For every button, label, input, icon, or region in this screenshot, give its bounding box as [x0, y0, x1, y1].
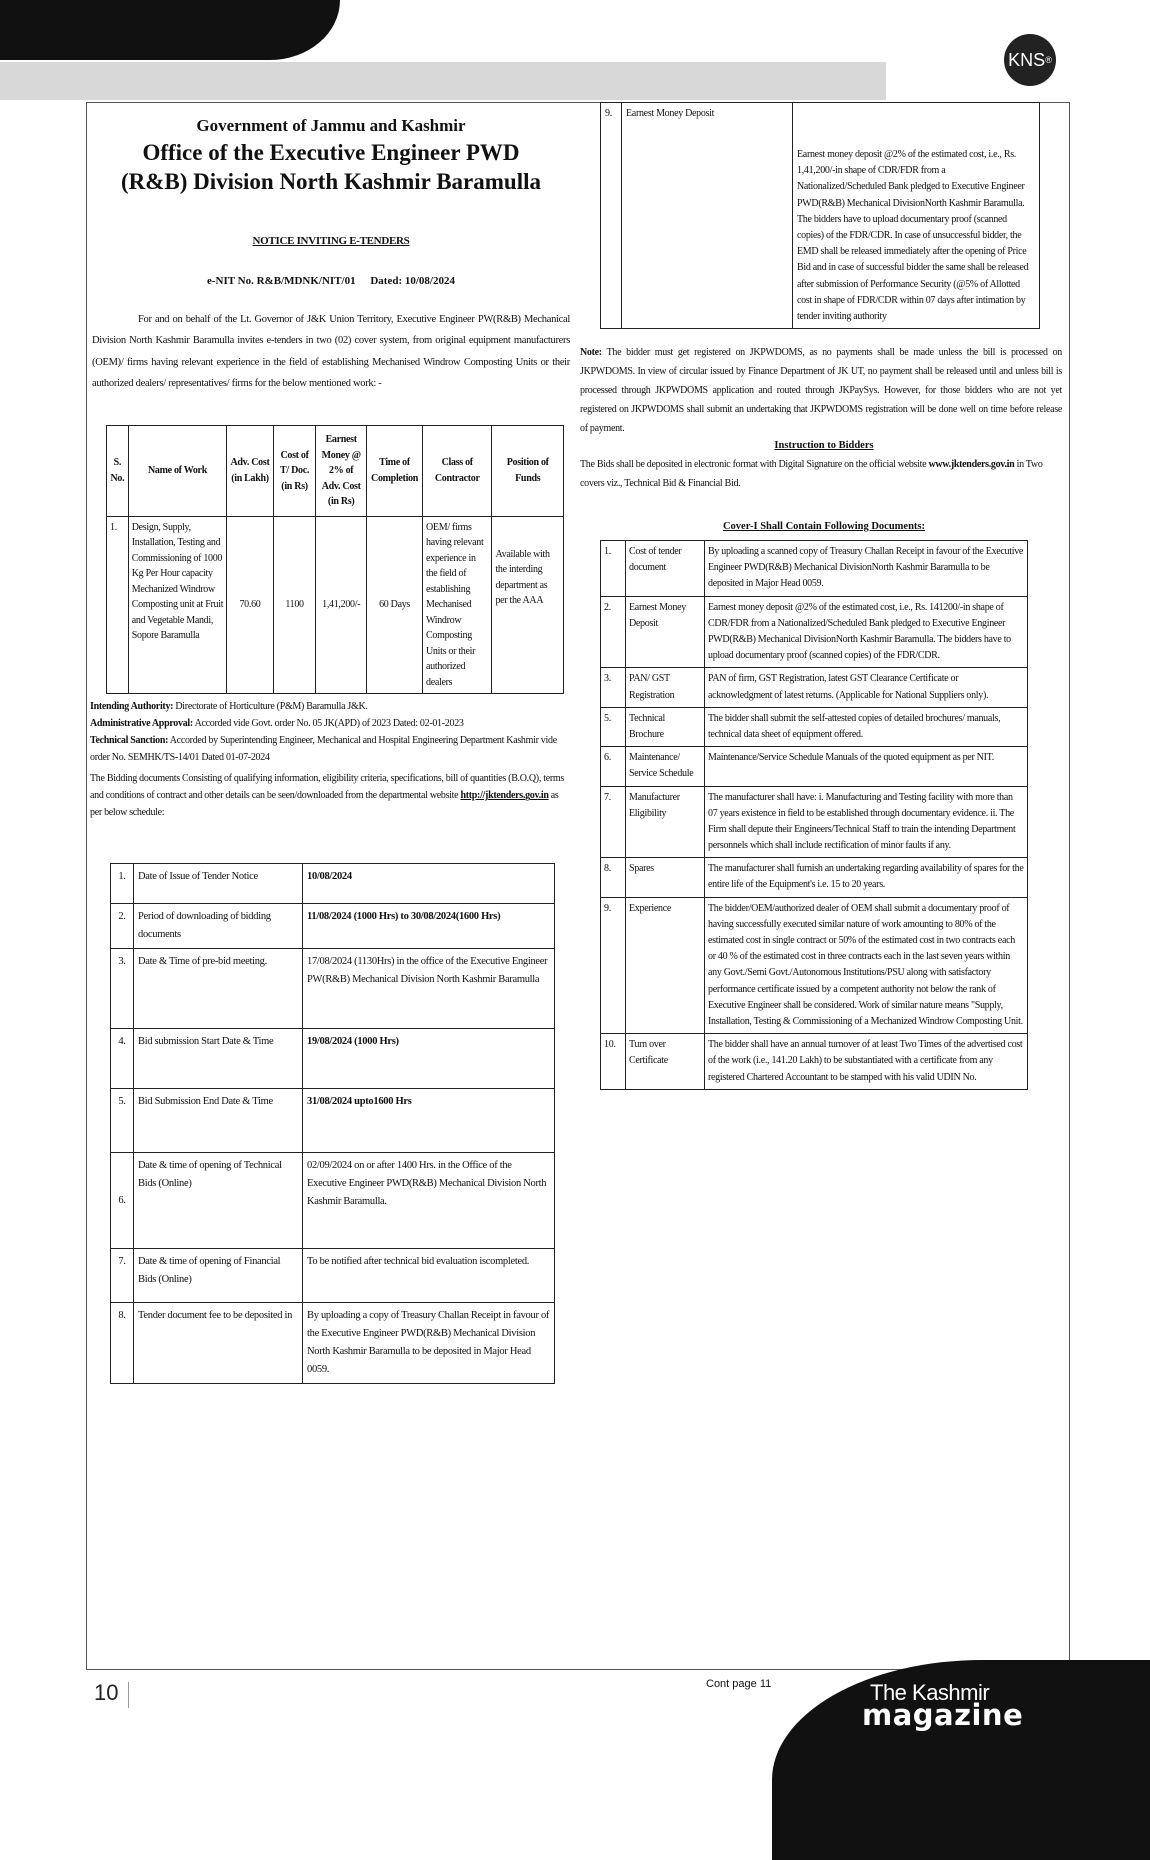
administrative-approval: Administrative Approval: Accorded vide Govt. order No. 05 JK(APD) of 2023 Dated: 02-01-2023	[90, 718, 464, 730]
office-heading	[86, 138, 576, 197]
table-row	[107, 516, 564, 694]
table-row: 7. Manufacturer Eligibility The manufacturer shall have: i. Manufacturing and Testing facility with more than 07 years existence in field to be established through documentary evidence. ii. The Firm shall depute their Engineers/Technical Staff to train the intending Department personnels which shall include rectification of minor faults if any.	[601, 786, 1028, 858]
cell-cost-of-doc: 1100	[273, 516, 315, 694]
header-sno: S. No.	[107, 425, 129, 516]
intro-paragraph: For and on behalf of the Lt. Governor of J&K Union Territory, Executive Engineer PW(R&B) Mechanical Division North Kashmir Baramulla invites e-tenders in two (02) cover system, from original equipment manufacturers (OEM)/ firms having relevant experience in the field of establishing Mechanised Windrow Composting Units or their authorized dealers/ representatives/ firms for the below mentioned work: -	[92, 313, 570, 390]
table-row: 7. Date & time of opening of Financial Bids (Online) To be notified after technical bid evaluation iscompleted.	[111, 1249, 555, 1303]
cell-name-of-work: Design, Supply, Installation, Testing and Commissioning of 1000 Kg Per Hour capacity Mechanized Windrow Composting unit at Fruit and Vegetable Mandi, Sopore Baramulla	[128, 516, 226, 694]
work-table	[106, 425, 564, 695]
work-table-header	[107, 425, 564, 516]
instruction-title: Instruction to Bidders	[774, 440, 874, 452]
table-row: 5. Technical Brochure The bidder shall submit the self-attested copies of detailed brochures/ manuals, technical data sheet of equipment offered.	[601, 707, 1028, 746]
kns-logo-badge: KNS ®	[1004, 34, 1056, 86]
table-row: 2. Period of downloading of bidding documents 11/08/2024 (1000 Hrs) to 30/08/2024(1600 Hrs)	[111, 904, 555, 949]
cell-position-of-funds: Available with the interding department as per the AAA	[492, 516, 564, 694]
page-number-divider	[128, 1682, 129, 1708]
office-line-2: (R&B) Division North Kashmir Baramulla	[121, 169, 541, 195]
page-number: 10	[94, 1680, 119, 1705]
table-row: 9. Experience The bidder/OEM/authorized dealer of OEM shall submit a documentary proof of having successfully executed similar nature of work amounting to 80% of the estimated cost in single contract or 50% of the estimated cost in two contracts each or 40 % of the estimated cost in three contracts each in the last seven years within any Govt./Semi Govt./Autonomous Institutions/PSU along with satisfactory performance certificate issued by a competent authority not below the rank of Executive Engineer shall be considered. Work of similar nature means "Supply, Installation, Testing & Commissioning of a Mechanized Windrow Composting Unit.	[601, 897, 1028, 1034]
header-earnest-money: Earnest Money @ 2% of Adv. Cost (in Rs)	[316, 425, 367, 516]
note-paragraph: Note: The bidder must get registered on JKPWDOMS, as no payments shall be made unless the bill is processed on JKPWDOMS. In view of circular issued by Finance Department of JK UT, no payment shall be released until and unless bill is processed through JKPWDOMS application and routed through JKPaySys. However, for those bidders who are not yet registered on JKPWDOMS shall submit an undertaking that JKPWDOMS registration will be done well on time before release of payment.	[580, 347, 1062, 435]
cell-adv-cost: 70.60	[227, 516, 274, 694]
instruction-text: The Bids shall be deposited in electronic format with Digital Signature on the official website www.jktenders.gov.in in Two covers viz., Technical Bid & Financial Bid.	[580, 459, 1043, 490]
left-column	[86, 102, 576, 1384]
header-position-of-funds: Position of Funds	[492, 425, 564, 516]
cell-sno: 1.	[107, 516, 129, 694]
enit-number: e-NIT No. R&B/MDNK/NIT/01	[207, 274, 356, 287]
emd-number: 9.	[601, 103, 622, 329]
table-row: 2. Earnest Money Deposit Earnest money deposit @2% of the estimated cost, i.e., Rs. 141200/-in shape of CDR/FDR from a Nationalized/Scheduled Bank pledged to Executive Engineer PWD(R&B) Mechanical DivisionNorth Kashmir Baramulla. The bidders have to upload documentary proof (scanned copies) of the FDR/CDR.	[601, 596, 1028, 668]
bidding-documents: The Bidding documents Consisting of qualifying information, eligibility criteria, specifications, bill of quantities (B.O.Q), terms and conditions of contract and other details can be seen/downloaded from the departmental website http://jktenders.gov.in as per below schedule:	[90, 773, 564, 819]
intending-authority: Intending Authority: Directorate of Horticulture (P&M) Baramulla J&K.	[90, 701, 368, 713]
jktenders-link[interactable]: http://jktenders.gov.in	[460, 790, 549, 802]
table-row: 5. Bid Submission End Date & Time 31/08/2024 upto1600 Hrs	[111, 1089, 555, 1153]
cell-time-of-completion: 60 Days	[367, 516, 423, 694]
magazine-logo-line1: The Kashmir	[870, 1680, 990, 1705]
right-column	[580, 102, 1068, 1090]
table-row: 3. PAN/ GST Registration PAN of firm, GST Registration, latest GST Clearance Certificate or acknowledgment of latest returns. (Applicable for National Suppliers only).	[601, 668, 1028, 707]
office-line-1: Office of the Executive Engineer PWD	[142, 140, 520, 165]
cover-title: Cover-I Shall Contain Following Documents:	[722, 521, 926, 533]
table-row: 8. Spares The manufacturer shall furnish an undertaking regarding availability of spares for the entire life of the Equipment's i.e. 15 to 20 years.	[601, 858, 1028, 897]
header-class-of-contractor: Class of Contractor	[423, 425, 492, 516]
table-row: 1. Date of Issue of Tender Notice 10/08/2024	[111, 864, 555, 904]
emd-value: Earnest money deposit @2% of the estimated cost, i.e., Rs. 1,41,200/-in shape of CDR/FDR from a Nationalized/Scheduled Bank pledged to Executive Engineer PWD(R&B) Mechanical DivisionNorth Kashmir Baramulla. The bidders have to upload documentary proof (scanned copies) of the FDR/CDR. In case of unsuccessful bidder, the EMD shall be released immediately after the opening of Price Bid and in case of successful bidder the same shall be released after submission of Performance Security (@5% of Allotted cost in shape of FDR/CDR within 07 days after intimation by tender inviting authority	[793, 103, 1040, 329]
jktenders-site[interactable]: www.jktenders.gov.in	[928, 459, 1015, 471]
enit-date: Dated: 10/08/2024	[370, 274, 455, 287]
table-row: 10. Turn over Certificate The bidder shall have an annual turnover of at least Two Times of the advertised cost of the work (i.e., 141.20 Lakh) to be substantiated with a certificate from any registered Chartered Accountant to be stamped with his valid UDIN No.	[601, 1034, 1028, 1090]
table-row: 6. Maintenance/ Service Schedule Maintenance/Service Schedule Manuals of the quoted equipment as per NIT.	[601, 747, 1028, 786]
table-row: 1. Cost of tender document By uploading a scanned copy of Treasury Challan Receipt in favour of the Executive Engineer PWD(R&B) Mechanical DivisionNorth Kashmir Baramulla to be deposited in Major Head 0059.	[601, 541, 1028, 597]
header-adv-cost: Adv. Cost (in Lakh)	[227, 425, 274, 516]
emd-item: Earnest Money Deposit	[622, 103, 793, 329]
header-cost-of-doc: Cost of T/ Doc. (in Rs)	[273, 425, 315, 516]
cell-earnest-money: 1,41,200/-	[316, 516, 367, 694]
notice-title: NOTICE INVITING E-TENDERS	[252, 234, 410, 247]
table-row: 3. Date & Time of pre-bid meeting. 17/08/2024 (1130Hrs) in the office of the Executive Engineer PW(R&B) Mechanical Division North Kashmir Baramulla	[111, 949, 555, 1029]
cover-table	[600, 540, 1028, 1090]
header-name-of-work: Name of Work	[128, 425, 226, 516]
header-band	[0, 62, 886, 100]
continued-note: Cont page 11	[706, 1678, 772, 1690]
cell-class-of-contractor: OEM/ firms having relevant experience in the field of establishing Mechanised Windrow Composting Units or their authorized dealers	[423, 516, 492, 694]
top-left-corner-shape	[0, 0, 340, 60]
table-row	[601, 103, 1040, 329]
enit-line	[86, 275, 576, 287]
government-heading: Government of Jammu and Kashmir	[196, 116, 466, 135]
table-row: 8. Tender document fee to be deposited in By uploading a copy of Treasury Challan Receipt in favour of the Executive Engineer PWD(R&B) Mechanical Division North Kashmir Baramulla to be deposited in Major Head 0059.	[111, 1303, 555, 1383]
header-time-of-completion: Time of Completion	[367, 425, 423, 516]
schedule-table	[110, 863, 555, 1383]
technical-sanction: Technical Sanction: Accorded by Superintending Engineer, Mechanical and Hospital Engineering Department Kashmir vide order No. SEMHK/TS-14/01 Dated 01-07-2024	[90, 735, 557, 764]
emd-table	[600, 102, 1040, 329]
table-row: 4. Bid submission Start Date & Time 19/08/2024 (1000 Hrs)	[111, 1029, 555, 1089]
table-row: 6. Date & time of opening of Technical Bids (Online) 02/09/2024 on or after 1400 Hrs. in the Office of the Executive Engineer PWD(R&B) Mechanical Division North Kashmir Baramulla.	[111, 1153, 555, 1249]
magazine-logo-line2: magazine	[862, 1698, 1024, 1732]
